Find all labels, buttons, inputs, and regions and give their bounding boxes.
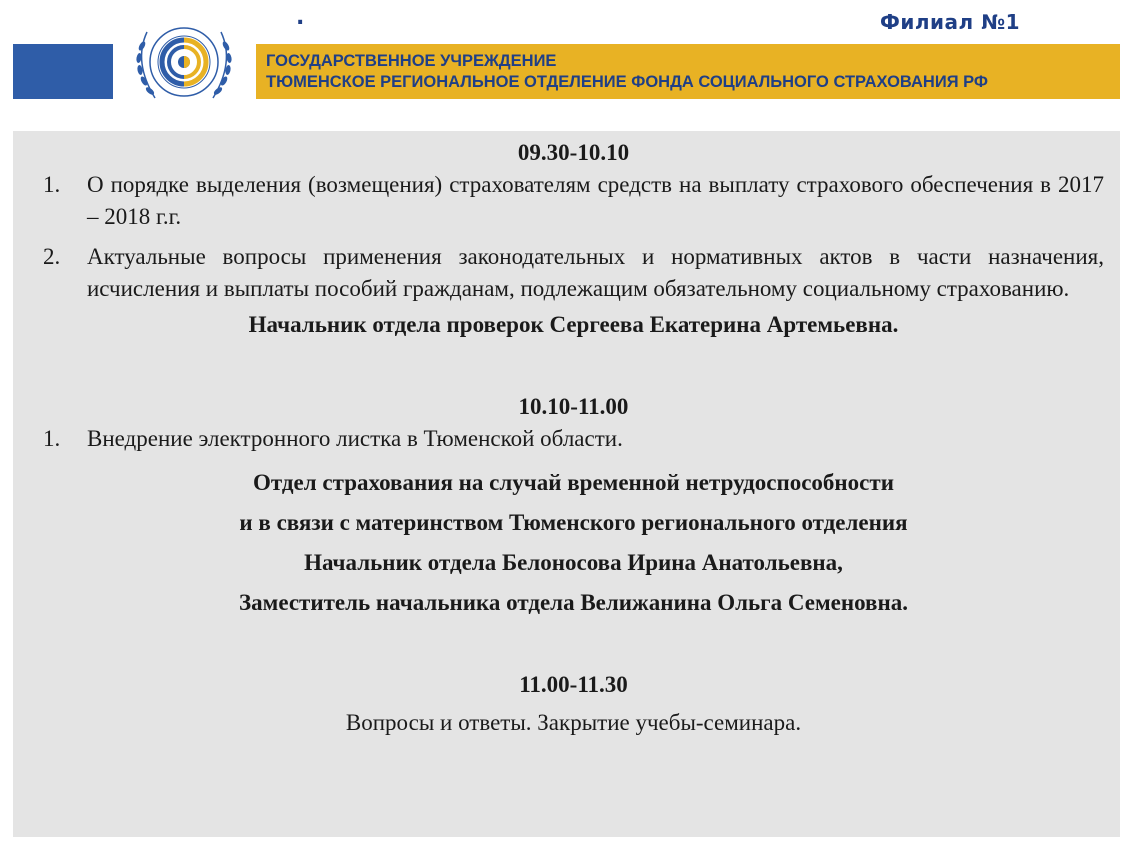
banner-line-1: ГОСУДАРСТВЕННОЕ УЧРЕЖДЕНИЕ	[266, 52, 557, 70]
item-number: 1.	[43, 426, 61, 451]
session-2-speaker-line-3: Начальник отдела Белоносова Ирина Анатольевна,	[304, 550, 843, 575]
session-2-speaker-line-4: Заместитель начальника отдела Велижанина Ольга Семеновна.	[239, 590, 908, 615]
institution-banner	[256, 44, 1120, 99]
branch-label: Филиал №1	[880, 10, 1021, 34]
item-number: 2.	[43, 244, 61, 269]
item-number: 1.	[43, 172, 61, 197]
session-1-time: 09.30-10.10	[517, 140, 630, 165]
header-blue-block	[13, 44, 113, 99]
session-1-item-1	[43, 169, 1104, 233]
session-2-speaker-line-1: Отдел страхования на случай временной нетрудоспособности	[253, 470, 894, 495]
session-2-speaker-line-2: и в связи с материнством Тюменского регионального отделения	[239, 510, 908, 535]
header-dot: .	[296, 5, 305, 30]
session-1-item-2	[43, 241, 1104, 305]
session-3-text: Вопросы и ответы. Закрытие учебы-семинара.	[345, 710, 802, 735]
item-text: Внедрение электронного листка в Тюменской области.	[87, 426, 623, 451]
fss-logo-icon	[125, 12, 243, 112]
session-2-item-1	[43, 423, 1104, 455]
session-3-time: 11.00-11.30	[519, 672, 628, 697]
session-1-speaker: Начальник отдела проверок Сергеева Екатерина Артемьевна.	[248, 312, 899, 337]
session-2-time: 10.10-11.00	[518, 394, 629, 419]
item-text: Актуальные вопросы применения законодательных и нормативных актов в части назначения, исчисления и выплаты пособий гражданам, подлежащим обязательному социальному страхованию.	[87, 244, 1104, 301]
banner-line-2: ТЮМЕНСКОЕ РЕГИОНАЛЬНОЕ ОТДЕЛЕНИЕ ФОНДА СОЦИАЛЬНОГО СТРАХОВАНИЯ РФ	[266, 73, 989, 91]
item-text: О порядке выделения (возмещения) страхователям средств на выплату страхового обеспечения в 2017 – 2018 г.г.	[87, 172, 1104, 229]
schedule-panel	[13, 131, 1120, 837]
